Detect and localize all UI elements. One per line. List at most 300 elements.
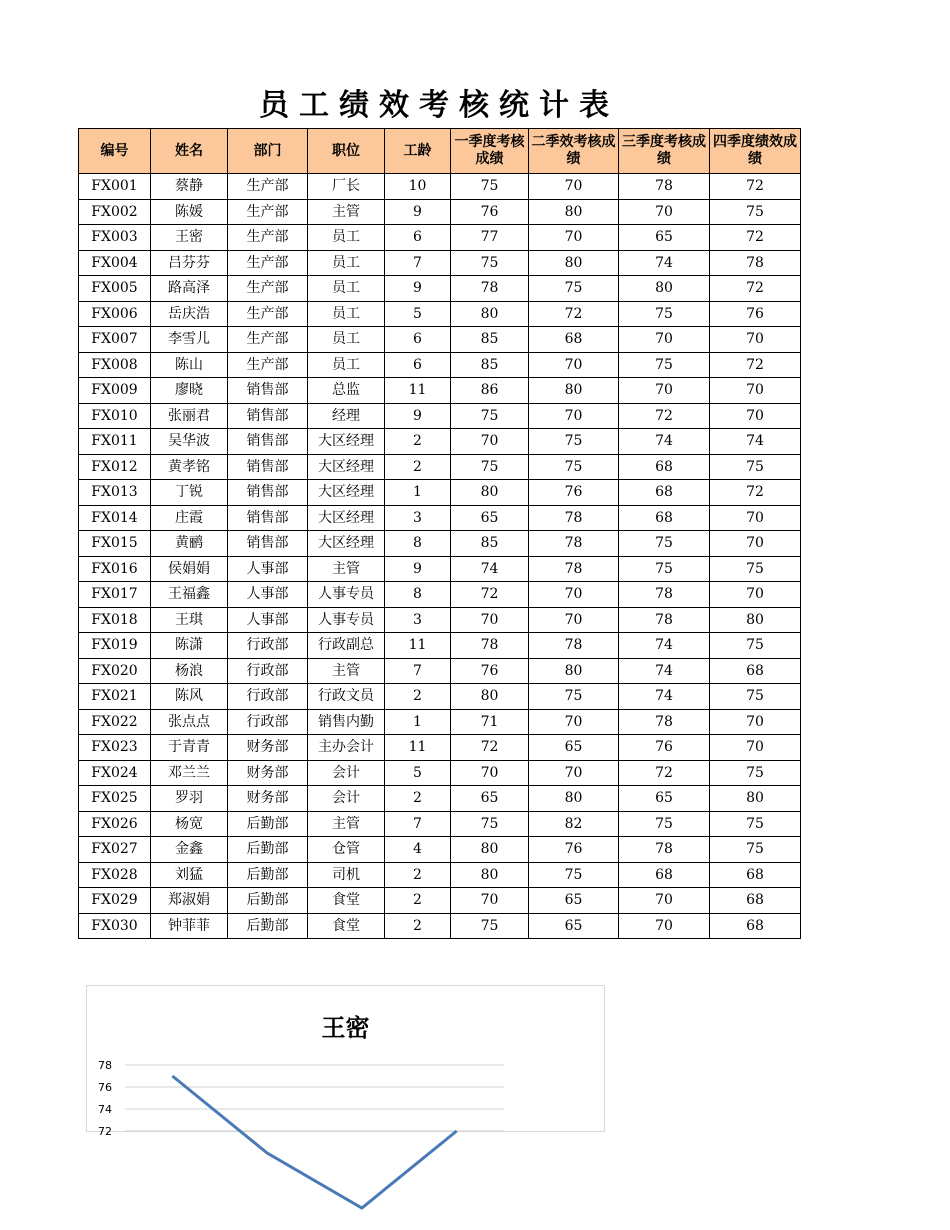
cell-q2[interactable]: 78 bbox=[529, 633, 619, 659]
cell-name[interactable]: 李雪儿 bbox=[151, 327, 228, 353]
cell-q3[interactable]: 70 bbox=[619, 199, 710, 225]
cell-q3[interactable]: 72 bbox=[619, 403, 710, 429]
cell-id[interactable]: FX026 bbox=[79, 811, 151, 837]
cell-position[interactable]: 食堂 bbox=[308, 888, 385, 914]
cell-q3[interactable]: 75 bbox=[619, 531, 710, 557]
table-row bbox=[79, 760, 801, 786]
cell-position[interactable]: 大区经理 bbox=[308, 480, 385, 506]
cell-name[interactable]: 侯娟娟 bbox=[151, 556, 228, 582]
cell-name[interactable]: 黄孝铭 bbox=[151, 454, 228, 480]
cell-position[interactable]: 行政副总 bbox=[308, 633, 385, 659]
cell-q3[interactable]: 74 bbox=[619, 250, 710, 276]
cell-q4[interactable]: 72 bbox=[710, 352, 801, 378]
cell-q4[interactable]: 70 bbox=[710, 505, 801, 531]
cell-seniority[interactable]: 8 bbox=[385, 582, 451, 608]
cell-id[interactable]: FX024 bbox=[79, 760, 151, 786]
cell-dept[interactable]: 销售部 bbox=[228, 480, 308, 506]
cell-seniority[interactable]: 2 bbox=[385, 786, 451, 812]
cell-id[interactable]: FX019 bbox=[79, 633, 151, 659]
cell-position[interactable]: 会计 bbox=[308, 786, 385, 812]
cell-seniority[interactable]: 4 bbox=[385, 837, 451, 863]
cell-dept[interactable]: 财务部 bbox=[228, 760, 308, 786]
table-row bbox=[79, 301, 801, 327]
table-row bbox=[79, 352, 801, 378]
cell-position[interactable]: 食堂 bbox=[308, 913, 385, 939]
cell-q2[interactable]: 76 bbox=[529, 837, 619, 863]
cell-q1[interactable]: 85 bbox=[451, 352, 529, 378]
cell-seniority[interactable]: 5 bbox=[385, 301, 451, 327]
column-header-name[interactable]: 姓名 bbox=[151, 129, 228, 174]
cell-q2[interactable]: 70 bbox=[529, 225, 619, 251]
table-row bbox=[79, 378, 801, 404]
cell-q1[interactable]: 65 bbox=[451, 786, 529, 812]
cell-q3[interactable]: 75 bbox=[619, 811, 710, 837]
cell-name[interactable]: 王密 bbox=[151, 225, 228, 251]
cell-q2[interactable]: 70 bbox=[529, 403, 619, 429]
cell-q1[interactable]: 70 bbox=[451, 429, 529, 455]
cell-name[interactable]: 吕芬芬 bbox=[151, 250, 228, 276]
cell-q3[interactable]: 80 bbox=[619, 276, 710, 302]
cell-q3[interactable]: 78 bbox=[619, 607, 710, 633]
cell-seniority[interactable]: 7 bbox=[385, 250, 451, 276]
cell-q2[interactable]: 80 bbox=[529, 250, 619, 276]
cell-position[interactable]: 会计 bbox=[308, 760, 385, 786]
cell-q2[interactable]: 65 bbox=[529, 735, 619, 761]
table-row bbox=[79, 837, 801, 863]
cell-id[interactable]: FX029 bbox=[79, 888, 151, 914]
cell-q2[interactable]: 75 bbox=[529, 276, 619, 302]
cell-q2[interactable]: 80 bbox=[529, 658, 619, 684]
cell-seniority[interactable]: 8 bbox=[385, 531, 451, 557]
cell-dept[interactable]: 生产部 bbox=[228, 199, 308, 225]
cell-dept[interactable]: 销售部 bbox=[228, 505, 308, 531]
cell-seniority[interactable]: 11 bbox=[385, 735, 451, 761]
cell-seniority[interactable]: 2 bbox=[385, 429, 451, 455]
cell-q1[interactable]: 80 bbox=[451, 684, 529, 710]
cell-q2[interactable]: 65 bbox=[529, 913, 619, 939]
cell-name[interactable]: 陈媛 bbox=[151, 199, 228, 225]
cell-q1[interactable]: 70 bbox=[451, 888, 529, 914]
cell-name[interactable]: 邓兰兰 bbox=[151, 760, 228, 786]
cell-seniority[interactable]: 11 bbox=[385, 378, 451, 404]
cell-q2[interactable]: 75 bbox=[529, 454, 619, 480]
cell-dept[interactable]: 销售部 bbox=[228, 378, 308, 404]
cell-position[interactable]: 大区经理 bbox=[308, 429, 385, 455]
cell-q3[interactable]: 74 bbox=[619, 684, 710, 710]
cell-position[interactable]: 大区经理 bbox=[308, 454, 385, 480]
cell-q4[interactable]: 70 bbox=[710, 327, 801, 353]
cell-q1[interactable]: 80 bbox=[451, 480, 529, 506]
cell-position[interactable]: 员工 bbox=[308, 301, 385, 327]
cell-seniority[interactable]: 3 bbox=[385, 607, 451, 633]
cell-q4[interactable]: 75 bbox=[710, 684, 801, 710]
cell-position[interactable]: 销售内勤 bbox=[308, 709, 385, 735]
cell-q4[interactable]: 80 bbox=[710, 607, 801, 633]
cell-dept[interactable]: 人事部 bbox=[228, 582, 308, 608]
cell-seniority[interactable]: 1 bbox=[385, 709, 451, 735]
cell-position[interactable]: 主办会计 bbox=[308, 735, 385, 761]
cell-name[interactable]: 张点点 bbox=[151, 709, 228, 735]
cell-q2[interactable]: 70 bbox=[529, 174, 619, 200]
cell-q1[interactable]: 72 bbox=[451, 582, 529, 608]
cell-q3[interactable]: 68 bbox=[619, 480, 710, 506]
column-header-position[interactable]: 职位 bbox=[308, 129, 385, 174]
cell-q2[interactable]: 70 bbox=[529, 760, 619, 786]
cell-position[interactable]: 厂长 bbox=[308, 174, 385, 200]
cell-id[interactable]: FX001 bbox=[79, 174, 151, 200]
cell-q2[interactable]: 78 bbox=[529, 556, 619, 582]
cell-q1[interactable]: 75 bbox=[451, 913, 529, 939]
cell-position[interactable]: 人事专员 bbox=[308, 582, 385, 608]
cell-id[interactable]: FX027 bbox=[79, 837, 151, 863]
cell-q1[interactable]: 78 bbox=[451, 276, 529, 302]
cell-position[interactable]: 员工 bbox=[308, 276, 385, 302]
cell-name[interactable]: 罗羽 bbox=[151, 786, 228, 812]
cell-q2[interactable]: 78 bbox=[529, 505, 619, 531]
cell-dept[interactable]: 财务部 bbox=[228, 786, 308, 812]
cell-position[interactable]: 主管 bbox=[308, 199, 385, 225]
cell-id[interactable]: FX011 bbox=[79, 429, 151, 455]
cell-q1[interactable]: 75 bbox=[451, 403, 529, 429]
cell-q1[interactable]: 80 bbox=[451, 837, 529, 863]
cell-name[interactable]: 金鑫 bbox=[151, 837, 228, 863]
cell-seniority[interactable]: 2 bbox=[385, 684, 451, 710]
cell-position[interactable]: 主管 bbox=[308, 556, 385, 582]
column-header-seniority[interactable]: 工龄 bbox=[385, 129, 451, 174]
cell-dept[interactable]: 生产部 bbox=[228, 276, 308, 302]
cell-dept[interactable]: 人事部 bbox=[228, 607, 308, 633]
cell-q1[interactable]: 75 bbox=[451, 250, 529, 276]
cell-q1[interactable]: 75 bbox=[451, 811, 529, 837]
cell-q2[interactable]: 82 bbox=[529, 811, 619, 837]
cell-seniority[interactable]: 2 bbox=[385, 913, 451, 939]
cell-q1[interactable]: 85 bbox=[451, 531, 529, 557]
cell-name[interactable]: 王福鑫 bbox=[151, 582, 228, 608]
cell-seniority[interactable]: 7 bbox=[385, 658, 451, 684]
cell-q3[interactable]: 70 bbox=[619, 378, 710, 404]
cell-q2[interactable]: 70 bbox=[529, 352, 619, 378]
cell-id[interactable]: FX004 bbox=[79, 250, 151, 276]
cell-q2[interactable]: 80 bbox=[529, 199, 619, 225]
cell-position[interactable]: 员工 bbox=[308, 327, 385, 353]
cell-q4[interactable]: 78 bbox=[710, 250, 801, 276]
cell-q1[interactable]: 85 bbox=[451, 327, 529, 353]
cell-seniority[interactable]: 7 bbox=[385, 811, 451, 837]
table-row bbox=[79, 327, 801, 353]
cell-dept[interactable]: 销售部 bbox=[228, 429, 308, 455]
cell-q4[interactable]: 68 bbox=[710, 913, 801, 939]
cell-id[interactable]: FX010 bbox=[79, 403, 151, 429]
cell-q3[interactable]: 72 bbox=[619, 760, 710, 786]
cell-q4[interactable]: 75 bbox=[710, 811, 801, 837]
cell-q3[interactable]: 68 bbox=[619, 454, 710, 480]
cell-seniority[interactable]: 3 bbox=[385, 505, 451, 531]
cell-q3[interactable]: 75 bbox=[619, 556, 710, 582]
cell-q4[interactable]: 70 bbox=[710, 403, 801, 429]
cell-name[interactable]: 陈风 bbox=[151, 684, 228, 710]
cell-dept[interactable]: 销售部 bbox=[228, 403, 308, 429]
table-row bbox=[79, 429, 801, 455]
cell-position[interactable]: 仓管 bbox=[308, 837, 385, 863]
cell-dept[interactable]: 财务部 bbox=[228, 735, 308, 761]
cell-q4[interactable]: 68 bbox=[710, 862, 801, 888]
cell-id[interactable]: FX025 bbox=[79, 786, 151, 812]
cell-q4[interactable]: 70 bbox=[710, 709, 801, 735]
cell-dept[interactable]: 生产部 bbox=[228, 225, 308, 251]
cell-q3[interactable]: 70 bbox=[619, 888, 710, 914]
cell-q3[interactable]: 65 bbox=[619, 225, 710, 251]
cell-q4[interactable]: 75 bbox=[710, 760, 801, 786]
cell-q2[interactable]: 65 bbox=[529, 888, 619, 914]
cell-name[interactable]: 廖晓 bbox=[151, 378, 228, 404]
cell-dept[interactable]: 销售部 bbox=[228, 454, 308, 480]
cell-seniority[interactable]: 10 bbox=[385, 174, 451, 200]
cell-q3[interactable]: 75 bbox=[619, 352, 710, 378]
table-row bbox=[79, 505, 801, 531]
cell-q1[interactable]: 80 bbox=[451, 301, 529, 327]
column-header-q4[interactable]: 四季度绩效成绩 bbox=[710, 129, 801, 174]
cell-dept[interactable]: 生产部 bbox=[228, 301, 308, 327]
cell-seniority[interactable]: 11 bbox=[385, 633, 451, 659]
cell-q4[interactable]: 75 bbox=[710, 633, 801, 659]
cell-position[interactable]: 经理 bbox=[308, 403, 385, 429]
cell-position[interactable]: 司机 bbox=[308, 862, 385, 888]
cell-position[interactable]: 员工 bbox=[308, 225, 385, 251]
cell-id[interactable]: FX028 bbox=[79, 862, 151, 888]
cell-q3[interactable]: 68 bbox=[619, 505, 710, 531]
chart-plot bbox=[87, 986, 604, 1138]
cell-q2[interactable]: 70 bbox=[529, 582, 619, 608]
cell-q3[interactable]: 76 bbox=[619, 735, 710, 761]
cell-q1[interactable]: 65 bbox=[451, 505, 529, 531]
cell-id[interactable]: FX007 bbox=[79, 327, 151, 353]
cell-q4[interactable]: 72 bbox=[710, 276, 801, 302]
cell-q1[interactable]: 72 bbox=[451, 735, 529, 761]
cell-dept[interactable]: 生产部 bbox=[228, 250, 308, 276]
column-header-q3[interactable]: 三季度考核成绩 bbox=[619, 129, 710, 174]
cell-q1[interactable]: 71 bbox=[451, 709, 529, 735]
table-row bbox=[79, 480, 801, 506]
cell-dept[interactable]: 后勤部 bbox=[228, 888, 308, 914]
cell-q4[interactable]: 70 bbox=[710, 378, 801, 404]
cell-seniority[interactable]: 6 bbox=[385, 327, 451, 353]
cell-q4[interactable]: 72 bbox=[710, 225, 801, 251]
cell-id[interactable]: FX006 bbox=[79, 301, 151, 327]
cell-id[interactable]: FX017 bbox=[79, 582, 151, 608]
cell-id[interactable]: FX016 bbox=[79, 556, 151, 582]
cell-id[interactable]: FX002 bbox=[79, 199, 151, 225]
cell-dept[interactable]: 行政部 bbox=[228, 658, 308, 684]
cell-dept[interactable]: 生产部 bbox=[228, 327, 308, 353]
cell-q4[interactable]: 74 bbox=[710, 429, 801, 455]
table-row bbox=[79, 250, 801, 276]
cell-name[interactable]: 庄霞 bbox=[151, 505, 228, 531]
cell-q4[interactable]: 75 bbox=[710, 199, 801, 225]
cell-name[interactable]: 岳庆浩 bbox=[151, 301, 228, 327]
cell-q4[interactable]: 68 bbox=[710, 888, 801, 914]
table-row bbox=[79, 403, 801, 429]
cell-name[interactable]: 郑淑娟 bbox=[151, 888, 228, 914]
cell-dept[interactable]: 行政部 bbox=[228, 709, 308, 735]
table-row bbox=[79, 225, 801, 251]
cell-seniority[interactable]: 6 bbox=[385, 225, 451, 251]
cell-name[interactable]: 王琪 bbox=[151, 607, 228, 633]
cell-name[interactable]: 杨宽 bbox=[151, 811, 228, 837]
cell-id[interactable]: FX015 bbox=[79, 531, 151, 557]
cell-name[interactable]: 张丽君 bbox=[151, 403, 228, 429]
line-chart[interactable] bbox=[86, 985, 605, 1138]
cell-q3[interactable]: 65 bbox=[619, 786, 710, 812]
table-row bbox=[79, 658, 801, 684]
cell-id[interactable]: FX018 bbox=[79, 607, 151, 633]
cell-seniority[interactable]: 1 bbox=[385, 480, 451, 506]
cell-q2[interactable]: 70 bbox=[529, 709, 619, 735]
cell-name[interactable]: 陈潇 bbox=[151, 633, 228, 659]
cell-name[interactable]: 陈山 bbox=[151, 352, 228, 378]
cell-name[interactable]: 路高泽 bbox=[151, 276, 228, 302]
cell-q3[interactable]: 74 bbox=[619, 658, 710, 684]
cell-id[interactable]: FX003 bbox=[79, 225, 151, 251]
cell-dept[interactable]: 生产部 bbox=[228, 352, 308, 378]
series-line[interactable] bbox=[172, 1076, 456, 1208]
cell-seniority[interactable]: 9 bbox=[385, 556, 451, 582]
column-header-dept[interactable]: 部门 bbox=[228, 129, 308, 174]
cell-name[interactable]: 蔡静 bbox=[151, 174, 228, 200]
table-row bbox=[79, 735, 801, 761]
cell-q3[interactable]: 75 bbox=[619, 301, 710, 327]
cell-name[interactable]: 丁锐 bbox=[151, 480, 228, 506]
cell-name[interactable]: 刘猛 bbox=[151, 862, 228, 888]
cell-name[interactable]: 于青青 bbox=[151, 735, 228, 761]
cell-q4[interactable]: 75 bbox=[710, 556, 801, 582]
cell-id[interactable]: FX012 bbox=[79, 454, 151, 480]
cell-dept[interactable]: 后勤部 bbox=[228, 811, 308, 837]
cell-q1[interactable]: 80 bbox=[451, 862, 529, 888]
cell-dept[interactable]: 行政部 bbox=[228, 684, 308, 710]
cell-q4[interactable]: 68 bbox=[710, 658, 801, 684]
cell-id[interactable]: FX008 bbox=[79, 352, 151, 378]
cell-id[interactable]: FX013 bbox=[79, 480, 151, 506]
cell-id[interactable]: FX009 bbox=[79, 378, 151, 404]
cell-q1[interactable]: 70 bbox=[451, 607, 529, 633]
table-row bbox=[79, 582, 801, 608]
cell-name[interactable]: 钟菲菲 bbox=[151, 913, 228, 939]
cell-q3[interactable]: 74 bbox=[619, 429, 710, 455]
cell-q3[interactable]: 70 bbox=[619, 327, 710, 353]
cell-q3[interactable]: 78 bbox=[619, 174, 710, 200]
cell-q2[interactable]: 76 bbox=[529, 480, 619, 506]
cell-position[interactable]: 大区经理 bbox=[308, 531, 385, 557]
cell-q1[interactable]: 78 bbox=[451, 633, 529, 659]
cell-position[interactable]: 员工 bbox=[308, 250, 385, 276]
cell-q1[interactable]: 70 bbox=[451, 760, 529, 786]
cell-q2[interactable]: 68 bbox=[529, 327, 619, 353]
cell-position[interactable]: 人事专员 bbox=[308, 607, 385, 633]
cell-position[interactable]: 行政文员 bbox=[308, 684, 385, 710]
cell-id[interactable]: FX023 bbox=[79, 735, 151, 761]
cell-position[interactable]: 主管 bbox=[308, 811, 385, 837]
cell-q2[interactable]: 75 bbox=[529, 429, 619, 455]
cell-q3[interactable]: 78 bbox=[619, 582, 710, 608]
cell-dept[interactable]: 后勤部 bbox=[228, 913, 308, 939]
cell-q3[interactable]: 78 bbox=[619, 837, 710, 863]
cell-seniority[interactable]: 2 bbox=[385, 454, 451, 480]
cell-position[interactable]: 主管 bbox=[308, 658, 385, 684]
column-header-q1[interactable]: 一季度考核成绩 bbox=[451, 129, 529, 174]
cell-q1[interactable]: 75 bbox=[451, 174, 529, 200]
cell-id[interactable]: FX020 bbox=[79, 658, 151, 684]
cell-seniority[interactable]: 2 bbox=[385, 862, 451, 888]
cell-dept[interactable]: 行政部 bbox=[228, 633, 308, 659]
cell-seniority[interactable]: 9 bbox=[385, 276, 451, 302]
cell-q1[interactable]: 76 bbox=[451, 199, 529, 225]
cell-q4[interactable]: 80 bbox=[710, 786, 801, 812]
cell-q4[interactable]: 70 bbox=[710, 531, 801, 557]
table-row bbox=[79, 531, 801, 557]
cell-dept[interactable]: 生产部 bbox=[228, 174, 308, 200]
cell-position[interactable]: 大区经理 bbox=[308, 505, 385, 531]
cell-q4[interactable]: 75 bbox=[710, 454, 801, 480]
cell-q4[interactable]: 76 bbox=[710, 301, 801, 327]
cell-q2[interactable]: 75 bbox=[529, 862, 619, 888]
cell-q2[interactable]: 80 bbox=[529, 786, 619, 812]
cell-q1[interactable]: 86 bbox=[451, 378, 529, 404]
cell-q1[interactable]: 76 bbox=[451, 658, 529, 684]
cell-q1[interactable]: 77 bbox=[451, 225, 529, 251]
cell-q4[interactable]: 70 bbox=[710, 582, 801, 608]
y-tick-label: 76 bbox=[98, 1081, 112, 1094]
cell-seniority[interactable]: 5 bbox=[385, 760, 451, 786]
column-header-q2[interactable]: 二季效考核成绩 bbox=[529, 129, 619, 174]
cell-q2[interactable]: 78 bbox=[529, 531, 619, 557]
cell-id[interactable]: FX030 bbox=[79, 913, 151, 939]
cell-q3[interactable]: 70 bbox=[619, 913, 710, 939]
cell-seniority[interactable]: 9 bbox=[385, 199, 451, 225]
cell-id[interactable]: FX014 bbox=[79, 505, 151, 531]
cell-q2[interactable]: 75 bbox=[529, 684, 619, 710]
cell-q2[interactable]: 70 bbox=[529, 607, 619, 633]
cell-dept[interactable]: 后勤部 bbox=[228, 862, 308, 888]
cell-q4[interactable]: 72 bbox=[710, 174, 801, 200]
cell-seniority[interactable]: 9 bbox=[385, 403, 451, 429]
cell-dept[interactable]: 销售部 bbox=[228, 531, 308, 557]
y-tick-label: 78 bbox=[98, 1059, 112, 1072]
cell-position[interactable]: 总监 bbox=[308, 378, 385, 404]
cell-position[interactable]: 员工 bbox=[308, 352, 385, 378]
cell-name[interactable]: 黄鹂 bbox=[151, 531, 228, 557]
cell-q3[interactable]: 68 bbox=[619, 862, 710, 888]
cell-q4[interactable]: 75 bbox=[710, 837, 801, 863]
cell-dept[interactable]: 人事部 bbox=[228, 556, 308, 582]
cell-seniority[interactable]: 2 bbox=[385, 888, 451, 914]
cell-seniority[interactable]: 6 bbox=[385, 352, 451, 378]
column-header-id[interactable]: 编号 bbox=[79, 129, 151, 174]
cell-id[interactable]: FX022 bbox=[79, 709, 151, 735]
cell-name[interactable]: 吴华波 bbox=[151, 429, 228, 455]
cell-q4[interactable]: 70 bbox=[710, 735, 801, 761]
cell-q4[interactable]: 72 bbox=[710, 480, 801, 506]
cell-name[interactable]: 杨浪 bbox=[151, 658, 228, 684]
cell-q2[interactable]: 80 bbox=[529, 378, 619, 404]
cell-id[interactable]: FX021 bbox=[79, 684, 151, 710]
cell-q2[interactable]: 72 bbox=[529, 301, 619, 327]
cell-q3[interactable]: 74 bbox=[619, 633, 710, 659]
cell-q1[interactable]: 74 bbox=[451, 556, 529, 582]
cell-q3[interactable]: 78 bbox=[619, 709, 710, 735]
cell-id[interactable]: FX005 bbox=[79, 276, 151, 302]
cell-dept[interactable]: 后勤部 bbox=[228, 837, 308, 863]
cell-q1[interactable]: 75 bbox=[451, 454, 529, 480]
